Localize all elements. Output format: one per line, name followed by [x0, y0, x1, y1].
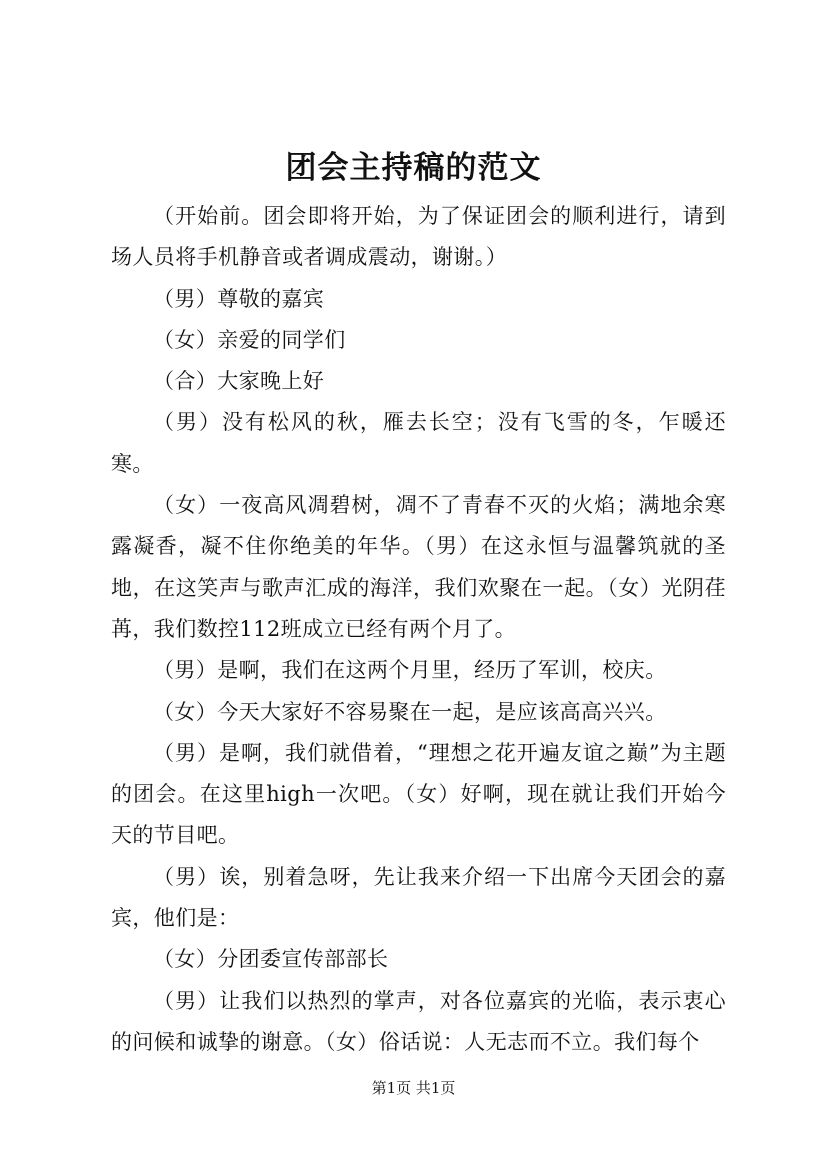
- paragraph: （女）一夜高风凋碧树，凋不了青春不灭的火焰；满地余寒露凝香，凝不住你绝美的年华。（男）在这永恒与温馨筑就的圣地，在这笑声与歌声汇成的海洋，我们欢聚在一起。（女）光阴荏苒，我们数控112班成立已经有两个月了。: [111, 493, 726, 641]
- paragraph: （男）诶，别着急呀，先让我来介绍一下出席今天团会的嘉宾，他们是：: [111, 864, 726, 931]
- paragraph: （男）让我们以热烈的掌声，对各位嘉宾的光临，表示衷心的问候和诚挚的谢意。（女）俗话说：人无志而不立。我们每个: [111, 988, 726, 1054]
- document-body: [111, 196, 726, 1063]
- document-title: 团会主持稿的范文: [285, 150, 542, 186]
- paragraph: （女）分团委宣传部部长: [153, 947, 389, 972]
- paragraph: （男）尊敬的嘉宾: [153, 286, 325, 311]
- paragraph: （合）大家晚上好: [153, 369, 325, 394]
- paragraph: （女）今天大家好不容易聚在一起，是应该高高兴兴。: [153, 699, 667, 724]
- paragraph: （男）是啊，我们在这两个月里，经历了军训，校庆。: [153, 658, 667, 683]
- paragraph: （女）亲爱的同学们: [153, 327, 346, 352]
- paragraph: （开始前。团会即将开始，为了保证团会的顺利进行，请到场人员将手机静音或者调成震动，谢谢。）: [111, 204, 726, 270]
- page-footer: 第1页 共1页: [371, 1079, 456, 1097]
- paragraph: （男）是啊，我们就借着，“理想之花开遍友谊之巅”为主题的团会。在这里high一次吧。（女）好啊，现在就让我们开始今天的节目吧。: [111, 740, 726, 848]
- paragraph: （男）没有松风的秋，雁去长空；没有飞雪的冬，乍暖还寒。: [111, 410, 726, 476]
